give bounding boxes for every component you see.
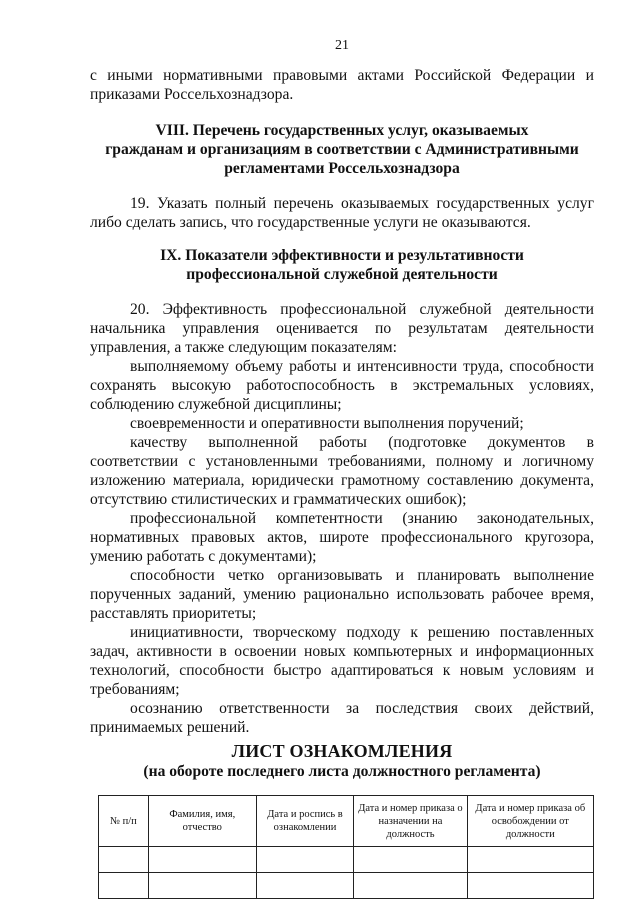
table-cell <box>256 873 354 899</box>
intro-line: и приказами Россельхознадзора. <box>90 67 594 103</box>
acknowledgment-title: ЛИСТ ОЗНАКОМЛЕНИЯ <box>231 741 453 761</box>
table-header-row <box>99 796 594 847</box>
table-cell <box>148 873 256 899</box>
heading-line: гражданам и организациям в соответствии с Административными <box>105 141 579 158</box>
table-cell <box>354 873 467 899</box>
table-cell <box>99 873 149 899</box>
table-cell <box>467 873 593 899</box>
intro-paragraph <box>90 66 594 104</box>
column-header: Фамилия, имя, отчество <box>148 796 256 847</box>
criteria-item: профессиональной компетентности (знанию законодательных, нормативных правовых актов, широте профессионального кругозора, умению работать с документами); <box>90 510 594 565</box>
heading-line: профессиональной служебной деятельности <box>186 266 498 283</box>
table-cell <box>148 847 256 873</box>
acknowledgment-table <box>98 795 594 899</box>
acknowledgment-subtitle: (на обороте последнего листа должностного регламента) <box>143 763 541 780</box>
section-9-heading <box>90 246 594 284</box>
table-cell <box>99 847 149 873</box>
paragraph-19: 19. Указать полный перечень оказываемых государственных услуг либо сделать запись, что государственные услуги не оказываются. <box>90 195 594 231</box>
table-cell <box>256 847 354 873</box>
column-header: Дата и роспись в ознакомлении <box>256 796 354 847</box>
criteria-item: выполняемому объему работы и интенсивности труда, способности сохранять высокую работоспособность в экстремальных условиях, соблюдению служебной дисциплины; <box>90 358 594 413</box>
intro-line: с иными нормативными правовыми актами Российской Федерации <box>90 67 576 84</box>
criteria-item: качеству выполненной работы (подготовке документов в соответствии с установленными требованиями, полному и логичному изложению материала, юридически грамотному составлению документа, отсутствию стилистических и грамматических ошибок); <box>90 434 594 508</box>
column-header: Дата и номер приказа об освобождении от должности <box>467 796 593 847</box>
table-cell <box>467 847 593 873</box>
heading-line: IX. Показатели эффективности и результативности <box>160 247 524 264</box>
paragraph-20: 20. Эффективность профессиональной служебной деятельности начальника управления оценивается по результатам деятельности управления, а также следующим показателям: <box>90 301 594 356</box>
column-header: № п/п <box>99 796 149 847</box>
table-cell <box>354 847 467 873</box>
heading-line: VIII. Перечень государственных услуг, оказываемых <box>155 122 529 139</box>
criteria-item: способности четко организовывать и планировать выполнение порученных заданий, умению рационально использовать рабочее время, расставлять приоритеты; <box>90 567 594 622</box>
column-header: Дата и номер приказа о назначении на должность <box>354 796 467 847</box>
page-number: 21 <box>335 38 349 53</box>
criteria-item: своевременности и оперативности выполнения поручений; <box>130 415 524 432</box>
heading-line: регламентами Россельхознадзора <box>224 160 460 177</box>
table-row <box>99 873 594 899</box>
criteria-item: инициативности, творческому подходу к решению поставленных задач, активности в освоении новых компьютерных и информационных технологий, способности быстро адаптироваться к новым условиям и требованиям; <box>90 624 594 698</box>
criteria-item: осознанию ответственности за последствия своих действий, принимаемых решений. <box>90 700 594 736</box>
section-8-heading <box>90 121 594 178</box>
table-row <box>99 847 594 873</box>
